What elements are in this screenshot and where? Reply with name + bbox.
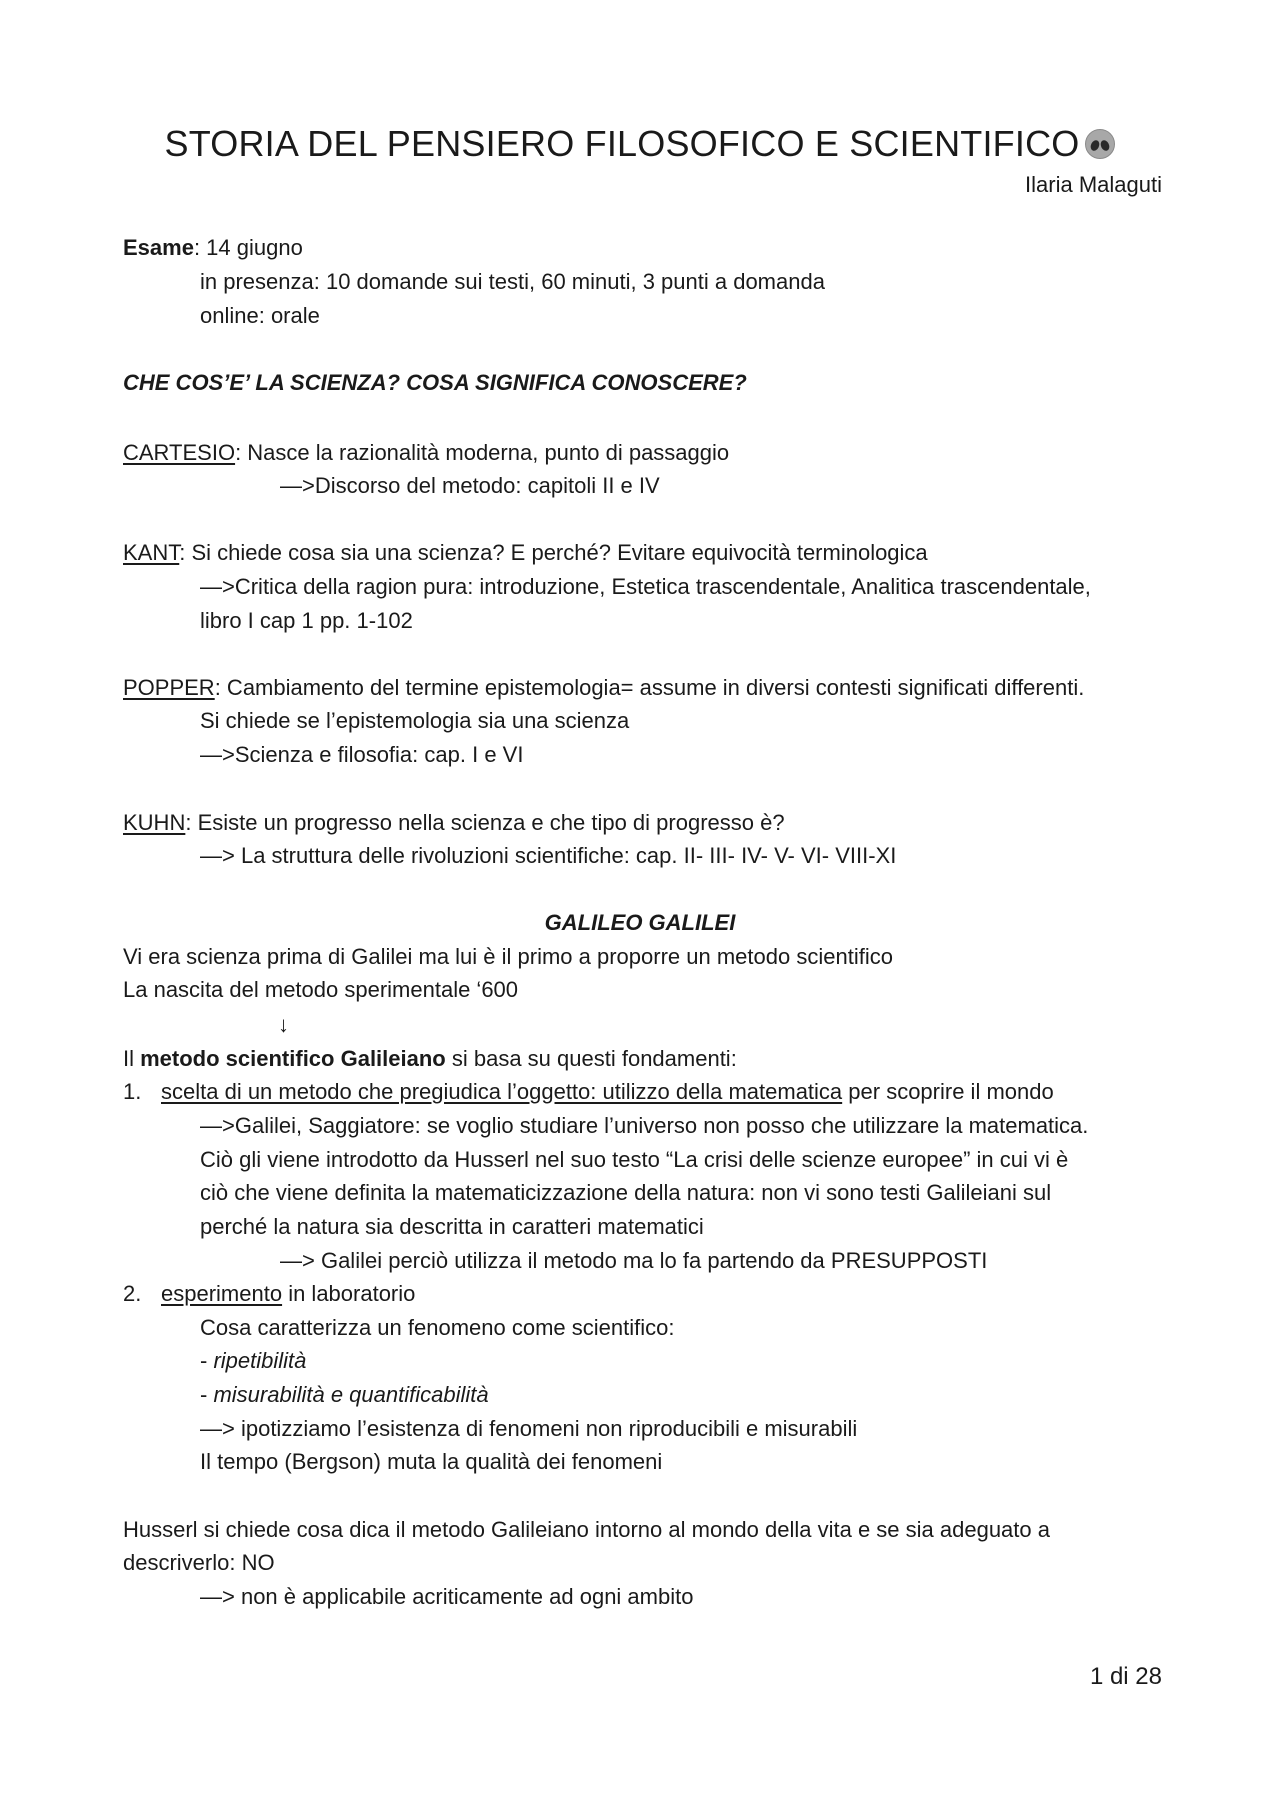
item-2-ripetibilita: ripetibilità [213,1348,307,1373]
item-1-line-5: perché la natura sia descritta in caratteri matematici [200,1214,704,1239]
popper-text: : Cambiamento del termine epistemologia= assume in diversi contesti significati differenti. [214,675,1085,700]
item-1-rest: per scoprire il mondo [842,1079,1054,1104]
kant-text: : Si chiede cosa sia una scienza? E perché? Evitare equivocità terminologica [179,540,928,565]
popper-ref: —>Scienza e filosofia: cap. I e VI [200,742,524,767]
galileo-intro [123,1044,737,1074]
item-1-line-6: —> Galilei perciò utilizza il metodo ma lo fa partendo da PRESUPPOSTI [280,1248,988,1273]
item-2-line-3 [200,1346,306,1376]
item-2-misurabilita: misurabilità e quantificabilità [213,1382,489,1407]
item-2-rest: in laboratorio [282,1281,416,1306]
kuhn-text: : Esiste un progresso nella scienza e che tipo di progresso è? [185,810,785,835]
cartesio-line [123,438,729,468]
galileo-intro-pre: Il [123,1046,141,1071]
husserl-line-1: Husserl si chiede cosa dica il metodo Galileiano intorno al mondo della vita e se sia adeguato a [123,1517,1050,1542]
page-title [0,122,1280,166]
exam-in-presenza: in presenza: 10 domande sui testi, 60 minuti, 3 punti a domanda [200,269,825,294]
title-text: STORIA DEL PENSIERO FILOSOFICO E SCIENTIFICO [164,123,1080,164]
husserl-line-3: —> non è applicabile acriticamente ad ogni ambito [200,1584,694,1609]
item-2-number: 2. [123,1281,142,1306]
item-1-line-4: ciò che viene definita la matematicizzazione della natura: non vi sono testi Galileiani sul [200,1180,1052,1205]
section-heading-scienza: CHE COS’E’ LA SCIENZA? COSA SIGNIFICA CONOSCERE? [123,370,747,395]
popper-name: POPPER [123,675,215,700]
item-1-underlined: scelta di un metodo che pregiudica l’oggetto: utilizzo della matematica [161,1079,843,1104]
exam-line [123,233,303,263]
page-number: 1 di 28 [1089,1663,1162,1690]
alien-emoji-icon [1085,129,1115,159]
kant-name: KANT [123,540,180,565]
item-2-line-6: Il tempo (Bergson) muta la qualità dei fenomeni [200,1449,663,1474]
kuhn-line [123,808,785,838]
kant-line [123,538,928,568]
item-2-line-4 [200,1380,489,1410]
dash-bullet: - [200,1382,214,1407]
kant-ref-1: —>Critica della ragion pura: introduzione, Estetica trascendentale, Analitica trascendentale, [200,574,1091,599]
kant-ref-2: libro I cap 1 pp. 1-102 [200,608,413,633]
popper-line [123,673,1084,703]
kuhn-ref: —> La struttura delle rivoluzioni scientifiche: cap. II- III- IV- V- VI- VIII-XI [200,843,897,868]
exam-online: online: orale [200,303,320,328]
item-2-line [161,1279,415,1309]
item-1-line-2: —>Galilei, Saggiatore: se voglio studiare l’universo non posso che utilizzare la matematica. [200,1113,1089,1138]
dash-bullet: - [200,1348,214,1373]
item-1-number: 1. [123,1079,142,1104]
cartesio-name: CARTESIO [123,440,236,465]
exam-label: Esame [123,235,194,260]
item-1-line [161,1077,1054,1107]
popper-line-2: Si chiede se l’epistemologia sia una scienza [200,708,630,733]
galileo-intro-post: si basa su questi fondamenti: [445,1046,737,1071]
galileo-p1: Vi era scienza prima di Galilei ma lui è il primo a proporre un metodo scientifico [123,944,893,969]
galileo-p2: La nascita del metodo sperimentale ‘600 [123,977,519,1002]
kuhn-name: KUHN [123,810,186,835]
item-2-line-2: Cosa caratterizza un fenomeno come scientifico: [200,1315,675,1340]
husserl-line-2: descriverlo: NO [123,1550,275,1575]
down-arrow-icon: ↓ [278,1012,289,1037]
cartesio-ref: —>Discorso del metodo: capitoli II e IV [280,473,660,498]
galileo-heading: GALILEO GALILEI [544,910,736,935]
galileo-intro-bold: metodo scientifico Galileiano [140,1046,446,1071]
item-2-line-5: —> ipotizziamo l’esistenza di fenomeni non riproducibili e misurabili [200,1416,858,1441]
cartesio-text: : Nasce la razionalità moderna, punto di passaggio [235,440,730,465]
exam-date: : 14 giugno [193,235,303,260]
item-1-line-3: Ciò gli viene introdotto da Husserl nel suo testo “La crisi delle scienze europee” in cui vi è [200,1147,1069,1172]
item-2-underlined: esperimento [161,1281,283,1306]
author-name: Ilaria Malaguti [1025,172,1162,197]
